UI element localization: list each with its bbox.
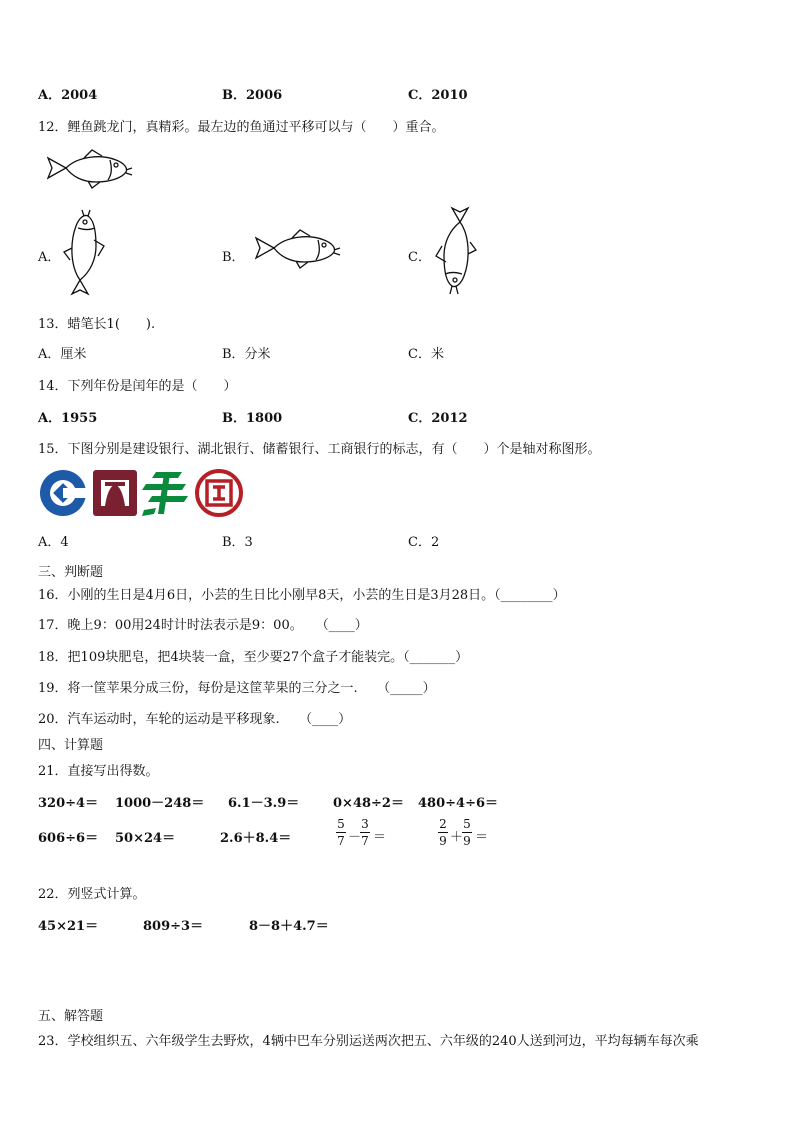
hubei-bank-logo-icon: [93, 470, 137, 516]
q14-option-b: B．1800: [222, 411, 283, 426]
q11-option-b: B．2006: [222, 88, 283, 103]
q21-fraction-op: －: [348, 830, 362, 845]
q13-option-c: C．米: [408, 347, 444, 362]
q11-option-a: A．2004: [38, 88, 98, 103]
q14-option-a: A．1955: [38, 411, 98, 426]
q21-item: 606÷6＝: [38, 831, 99, 846]
q12-option-c: C．: [408, 250, 431, 265]
q21-fraction-b: 3 7: [361, 817, 369, 848]
q16-question: 16．小刚的生日是4月6日，小芸的生日比小刚早8天，小芸的生日是3月28日。（________）: [38, 588, 566, 603]
q21-item: 50×24＝: [115, 831, 176, 846]
q21-fraction-a: 2 9: [439, 817, 447, 848]
q22-question: 22．列竖式计算。: [38, 887, 146, 902]
q21-item: 480÷4÷6＝: [418, 796, 499, 811]
ccb-logo-icon: [38, 468, 88, 518]
q13-option-b: B．分米: [222, 347, 271, 362]
fish-right-icon: [252, 228, 342, 270]
postal-bank-logo-icon: [142, 470, 190, 516]
q11-option-c: C．2010: [408, 88, 468, 103]
q21-fraction-op: ＋: [450, 830, 464, 845]
q15-option-b: B．3: [222, 535, 253, 550]
q21-item: 0×48÷2＝: [333, 796, 404, 811]
q21-fraction-b: 5 9: [463, 817, 471, 848]
q22-item: 45×21＝: [38, 919, 99, 934]
section-heading-calculation: 四、计算题: [38, 738, 104, 753]
fish-up-icon: [58, 206, 110, 296]
q21-fraction-eq: ＝: [373, 830, 387, 845]
q22-item: 8－8＋4.7＝: [249, 919, 329, 934]
q14-question: 14．下列年份是闰年的是（ ）: [38, 379, 237, 394]
q12-option-a: A．: [38, 250, 61, 265]
q15-option-c: C．2: [408, 535, 440, 550]
q12-option-b: B．: [222, 250, 245, 265]
q13-option-a: A．厘米: [38, 347, 87, 362]
q17-question: 17．晚上9：00用24时计时法表示是9：00。 （____）: [38, 618, 368, 633]
icbc-logo-icon: [194, 468, 244, 518]
q15-option-a: A．4: [38, 535, 69, 550]
section-heading-word-problems: 五、解答题: [38, 1009, 104, 1024]
fish-right-icon: [44, 148, 134, 190]
q15-question: 15．下图分别是建设银行、湖北银行、储蓄银行、工商银行的标志，有（ ）个是轴对称图形。: [38, 442, 601, 457]
q18-question: 18．把109块肥皂，把4块装一盒，至少要27个盒子才能装完。（_______）: [38, 650, 469, 665]
q21-item: 6.1－3.9＝: [228, 796, 300, 811]
q21-item: 1000－248＝: [115, 796, 205, 811]
q21-item: 320÷4＝: [38, 796, 99, 811]
q21-item: 2.6＋8.4＝: [220, 831, 292, 846]
q20-question: 20．汽车运动时，车轮的运动是平移现象. （____）: [38, 712, 352, 727]
q21-fraction-a: 5 7: [337, 817, 345, 848]
section-heading-judgement: 三、判断题: [38, 565, 104, 580]
fish-down-icon: [430, 206, 482, 298]
q19-question: 19．将一筐苹果分成三份，每份是这筐苹果的三分之一. （_____）: [38, 681, 436, 696]
q21-question: 21．直接写出得数。: [38, 764, 159, 779]
q23-question: 23．学校组织五、六年级学生去野炊，4辆中巴车分别运送两次把五、六年级的240人送到河边，平均每辆车每次乘: [38, 1034, 699, 1049]
q14-option-c: C．2012: [408, 411, 468, 426]
q21-fraction-eq: ＝: [475, 830, 489, 845]
q22-item: 809÷3＝: [143, 919, 204, 934]
q13-question: 13．蜡笔长1( ).: [38, 317, 156, 332]
q12-question: 12．鲤鱼跳龙门，真精彩。最左边的鱼通过平移可以与（ ）重合。: [38, 120, 445, 135]
